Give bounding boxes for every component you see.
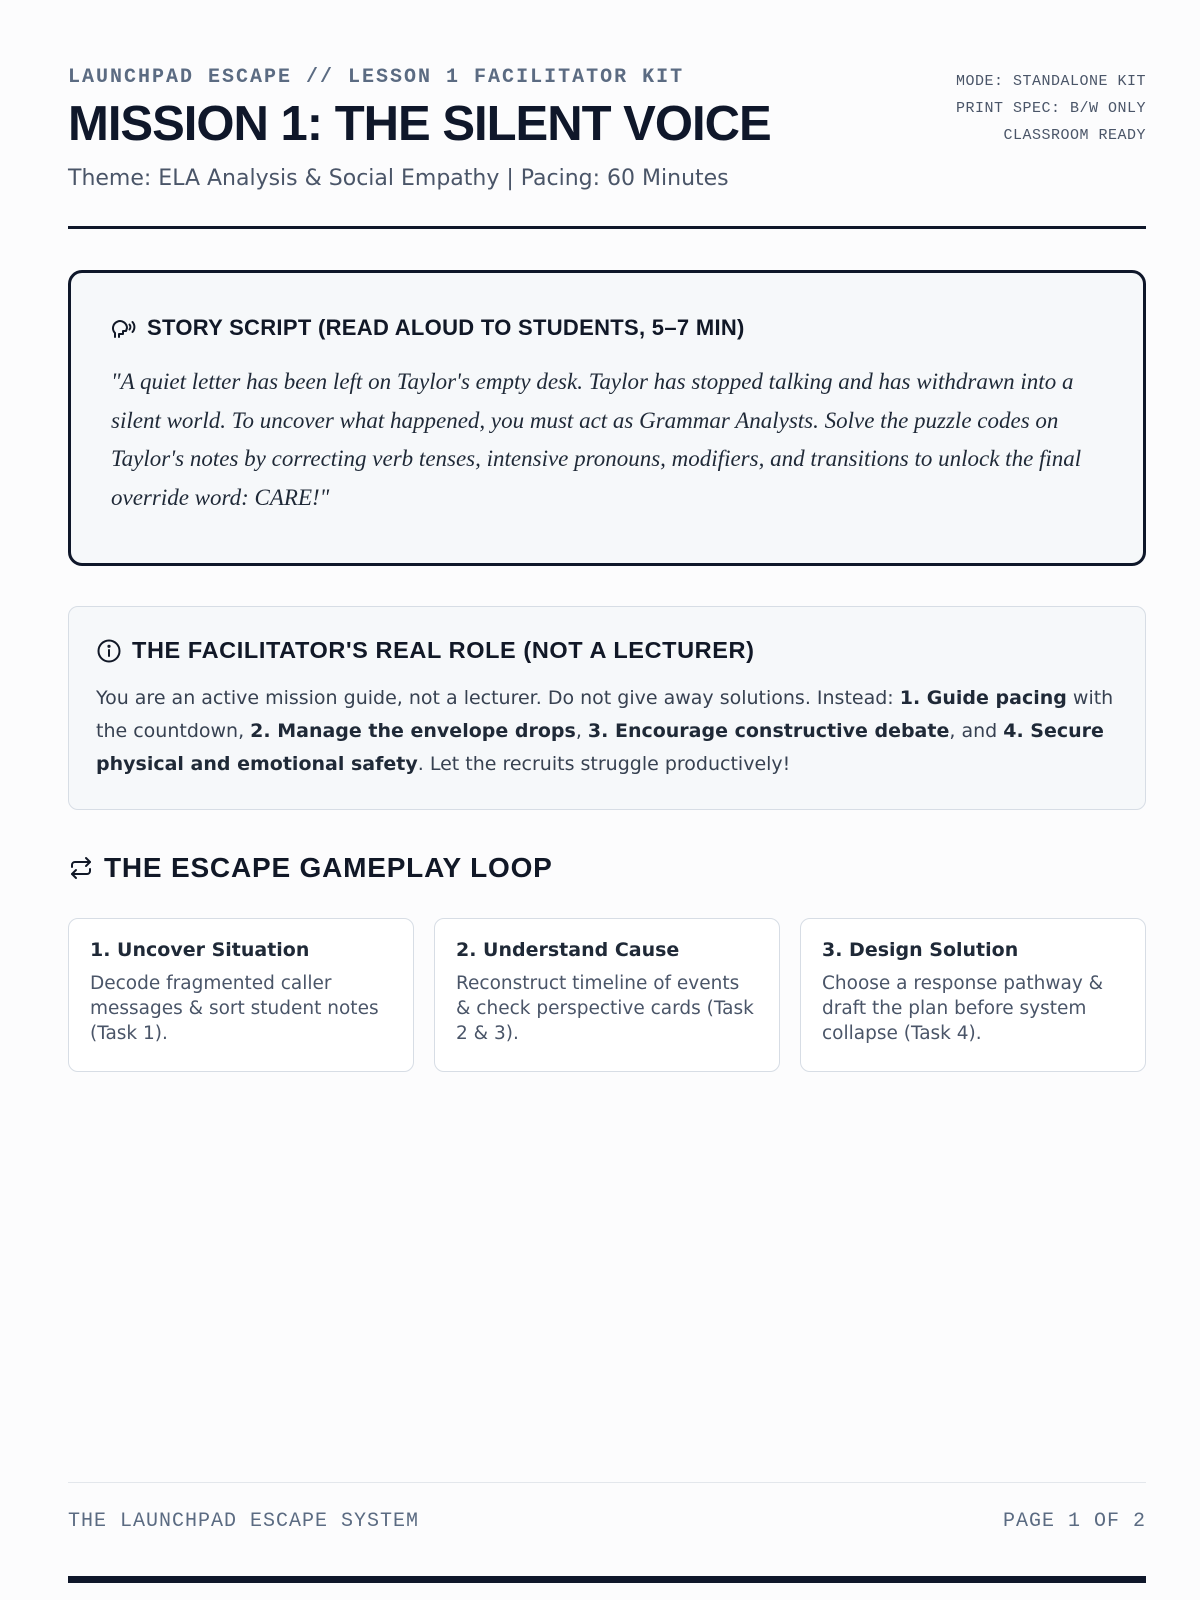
loop-card-design — [800, 918, 1146, 1072]
repeat-arrows-icon — [68, 855, 94, 881]
loop-card-text: Decode fragmented caller messages & sort student notes (Task 1). — [90, 973, 379, 1044]
loop-card-uncover — [68, 918, 414, 1072]
page-subtitle: Theme: ELA Analysis & Social Empathy | Pacing: 60 Minutes — [68, 166, 729, 191]
role-point-debate: 3. Encourage constructive debate — [587, 720, 950, 742]
loop-card-title: 2. Understand Cause — [456, 939, 680, 961]
gameplay-loop-cards — [68, 918, 1146, 1072]
facilitator-role-title: THE FACILITATOR'S REAL ROLE (NOT A LECTURER) — [132, 637, 755, 663]
kit-kicker: LAUNCHPAD ESCAPE // LESSON 1 FACILITATOR KIT — [68, 66, 685, 89]
facilitator-role-text — [96, 682, 1119, 781]
gameplay-loop-header — [68, 852, 553, 884]
page-title: MISSION 1: THE SILENT VOICE — [68, 97, 771, 151]
footer-system-name: THE LAUNCHPAD ESCAPE SYSTEM — [68, 1510, 420, 1533]
role-point-safety: 4. Secure physical and emotional safety — [96, 720, 1104, 775]
gameplay-loop-title: THE ESCAPE GAMEPLAY LOOP — [104, 852, 553, 883]
footer-page-number: PAGE 1 OF 2 — [1002, 1510, 1146, 1533]
role-intro: You are an active mission guide, not a lecturer. Do not give away solutions. Instead: — [96, 687, 900, 709]
info-circle-icon — [96, 638, 122, 664]
meta-mode: MODE: STANDALONE KIT — [955, 73, 1146, 90]
role-after-2: , — [575, 720, 588, 742]
header-divider — [68, 226, 1146, 229]
loop-card-text: Reconstruct timeline of events & check perspective cards (Task 2 & 3). — [456, 973, 754, 1044]
loop-card-understand — [434, 918, 780, 1072]
loop-card-text: Choose a response pathway & draft the plan before system collapse (Task 4). — [822, 973, 1104, 1044]
footer-divider — [68, 1482, 1146, 1483]
role-outro: . Let the recruits struggle productively! — [417, 753, 791, 775]
kit-meta — [956, 68, 1146, 149]
role-point-envelopes: 2. Manage the envelope drops — [250, 720, 576, 742]
speaking-head-icon — [111, 315, 137, 341]
role-after-1: with the countdown, — [96, 687, 1114, 742]
facilitator-role-box — [68, 606, 1146, 810]
story-script-header — [111, 315, 1103, 341]
story-script-text: "A quiet letter has been left on Taylor's empty desk. Taylor has stopped talking and has withdrawn into a silent world. To uncover what happened, you must act as Grammar Analysts. Solve the puzzle codes on Taylor's notes by correcting verb tenses, intensive pronouns, modifiers, and transitions to unlock the final override word: CARE!" — [111, 369, 1082, 510]
meta-print-spec: PRINT SPEC: B/W ONLY — [955, 100, 1146, 117]
loop-card-title: 1. Uncover Situation — [90, 939, 310, 961]
meta-classroom: CLASSROOM READY — [1003, 127, 1146, 144]
facilitator-role-header — [96, 637, 1119, 664]
loop-card-title: 3. Design Solution — [822, 939, 1019, 961]
role-after-3: , and — [949, 720, 1004, 742]
facilitator-kit-page — [68, 0, 1146, 1600]
story-script-title: STORY SCRIPT (READ ALOUD TO STUDENTS, 5–7 MIN) — [147, 315, 745, 340]
role-point-pacing: 1. Guide pacing — [899, 687, 1067, 709]
story-script-box — [68, 270, 1146, 566]
footer-bar — [68, 1576, 1146, 1583]
